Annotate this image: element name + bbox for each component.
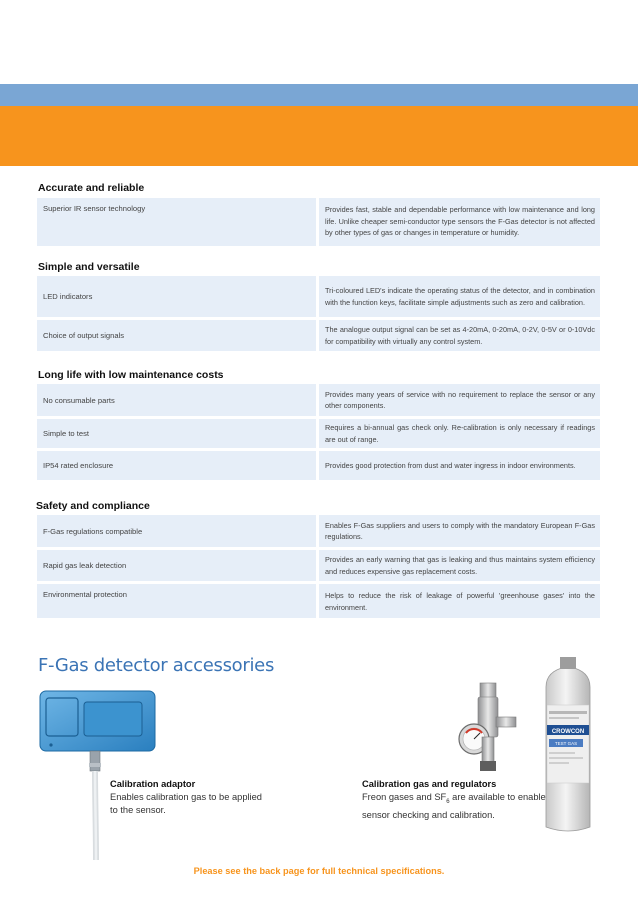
table-row — [37, 276, 600, 317]
calibration-adaptor-desc-line1: Enables calibration gas to be applied — [110, 792, 262, 802]
benefit-cell: Provides good protection from dust and water ingress in indoor environments. — [319, 451, 600, 480]
benefit-cell: Enables F-Gas suppliers and users to comply with the mandatory European F-Gas regulations. — [319, 515, 600, 547]
feature-table-simple — [37, 276, 600, 351]
feature-cell: LED indicators — [37, 276, 319, 317]
feature-table-accurate — [37, 198, 600, 246]
header-orange-band — [0, 106, 638, 166]
table-row — [37, 416, 600, 448]
cylinder-brand-label: CROWCON — [551, 729, 585, 735]
table-row — [37, 581, 600, 618]
header-blue-band — [0, 84, 638, 106]
feature-cell: Simple to test — [37, 419, 319, 448]
benefit-cell: Provides an early warning that gas is leaking and thus maintains system efficiency and reduces expensive gas replacement costs. — [319, 550, 600, 581]
feature-cell: Choice of output signals — [37, 320, 319, 351]
feature-cell: No consumable parts — [37, 384, 319, 416]
table-row — [37, 198, 600, 246]
feature-table-safety — [37, 515, 600, 618]
calibration-adaptor-caption — [110, 778, 262, 817]
accessories-heading: F-Gas detector accessories — [38, 655, 275, 676]
section-title-long-life: Long life with low maintenance costs — [38, 369, 224, 381]
table-row — [37, 448, 600, 480]
feature-table-long-life — [37, 384, 600, 480]
section-title-simple: Simple and versatile — [38, 261, 140, 273]
feature-cell: F-Gas regulations compatible — [37, 515, 319, 547]
benefit-cell: Provides many years of service with no requirement to replace the sensor or any other components. — [319, 384, 600, 416]
calibration-gas-title: Calibration gas and regulators — [362, 779, 497, 789]
section-title-safety: Safety and compliance — [36, 500, 150, 512]
benefit-cell: Provides fast, stable and dependable performance with low maintenance and long life. Unlike cheaper semi-conductor type sensors the F-Gas detector is not affected by other types of gas or changes in temperature or humidity. — [319, 198, 600, 246]
calibration-adaptor-image — [38, 688, 158, 863]
benefit-cell: The analogue output signal can be set as 4-20mA, 0-20mA, 0-2V, 0-5V or 0-10Vdc for compatibility with virtually any control system. — [319, 320, 600, 351]
footer-note: Please see the back page for full technical specifications. — [193, 866, 445, 876]
calibration-gas-caption — [362, 778, 546, 822]
feature-cell: Superior IR sensor technology — [37, 198, 319, 246]
benefit-cell: Requires a bi-annual gas check only. Re-calibration is only necessary if readings are out of range. — [319, 419, 600, 448]
feature-cell: Environmental protection — [37, 584, 319, 618]
cylinder-test-gas-label: TEST GAS — [554, 741, 578, 746]
calibration-adaptor-desc-line2: to the sensor. — [110, 805, 166, 815]
calibration-gas-desc-line2: sensor checking and calibration. — [362, 809, 495, 820]
calibration-gas-desc-line1: Freon gases and $SF_6$ are available to enable — [362, 792, 546, 805]
calibration-adaptor-title: Calibration adaptor — [110, 779, 196, 789]
section-title-accurate: Accurate and reliable — [38, 182, 145, 194]
feature-cell: IP54 rated enclosure — [37, 451, 319, 480]
table-row — [37, 547, 600, 581]
feature-cell: Rapid gas leak detection — [37, 550, 319, 581]
benefit-cell: Tri-coloured LED's indicate the operating status of the detector, and in combination with the function keys, facilitate simple adjustments such as zero and calibration. — [319, 276, 600, 317]
table-row — [37, 515, 600, 547]
table-row — [37, 384, 600, 416]
benefit-cell: Helps to reduce the risk of leakage of powerful 'greenhouse gases' into the environment. — [319, 584, 600, 618]
table-row — [37, 317, 600, 351]
